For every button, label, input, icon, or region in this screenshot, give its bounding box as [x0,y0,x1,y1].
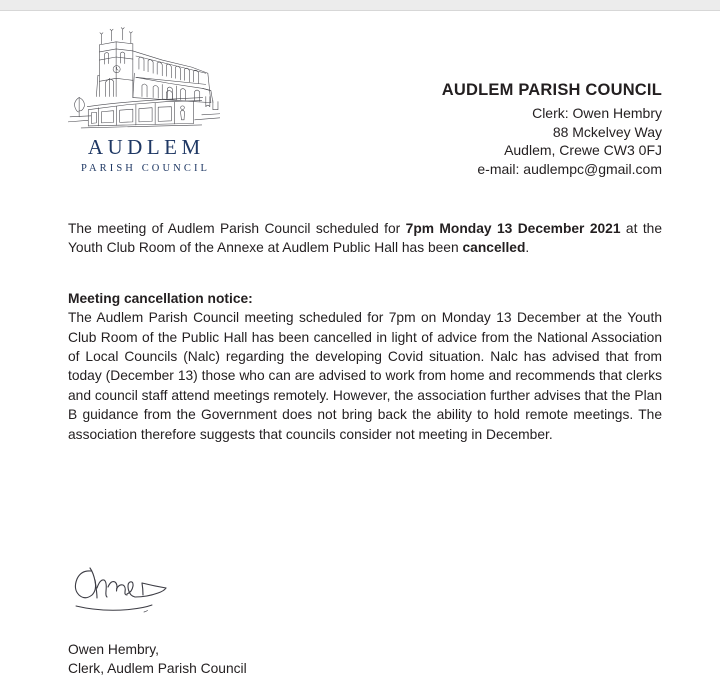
council-contact-block [332,80,662,178]
signoff [68,640,398,679]
viewer-top-band [0,0,720,11]
logo-subwordmark: PARISH COUNCIL [81,163,211,175]
intro-part-3: . [525,240,530,256]
paragraph-spacer [68,258,662,289]
intro-bold-cancelled: cancelled [462,240,526,256]
signature-block [68,560,398,679]
audlem-church-line-drawing-icon [68,20,220,130]
intro-part-1: The meeting of Audlem Parish Council scheduled for [68,221,406,236]
document-page [0,12,720,684]
notice-heading: Meeting cancellation notice: [68,290,253,306]
logo-wordmark: AUDLEM [87,135,205,159]
intro-part-2: at the Youth Club Room of the Annexe at Audlem Public Hall has been [68,221,662,256]
council-address-line-2: Audlem, Crewe CW3 0FJ [504,142,662,158]
owen-hembry-handwritten-signature-icon [68,560,188,618]
council-address-line-1: 88 Mckelvey Way [552,123,662,140]
council-title: AUDLEM PARISH COUNCIL [441,81,662,99]
letter-body [68,219,662,444]
intro-bold-datetime: 7pm Monday 13 December 2021 [405,221,621,236]
signoff-role: Clerk, Audlem Parish Council [68,661,247,677]
intro-paragraph [68,219,662,258]
notice-paragraph: The Audlem Parish Council meeting scheduled for 7pm on Monday 13 December at the Youth Club Room of the Public Hall has been cancelled in light of advice from the National Association of Local Councils (Nalc) regarding the developing Covid situation. Nalc has advised that from today (December 13) those who can are advised to work from home and recommends that clerks and council staff attend meetings remotely. However, the association further advises that the Plan B guidance from the Government does not bring back the ability to hold remote meetings. The association therefore suggests that councils consider not meeting in December. [68,310,662,442]
council-clerk: Clerk: Owen Hembry [532,105,662,121]
council-logo [64,20,224,174]
signoff-name: Owen Hembry, [68,642,159,657]
council-email: e-mail: audlempc@gmail.com [477,160,662,177]
letterhead [0,12,720,207]
